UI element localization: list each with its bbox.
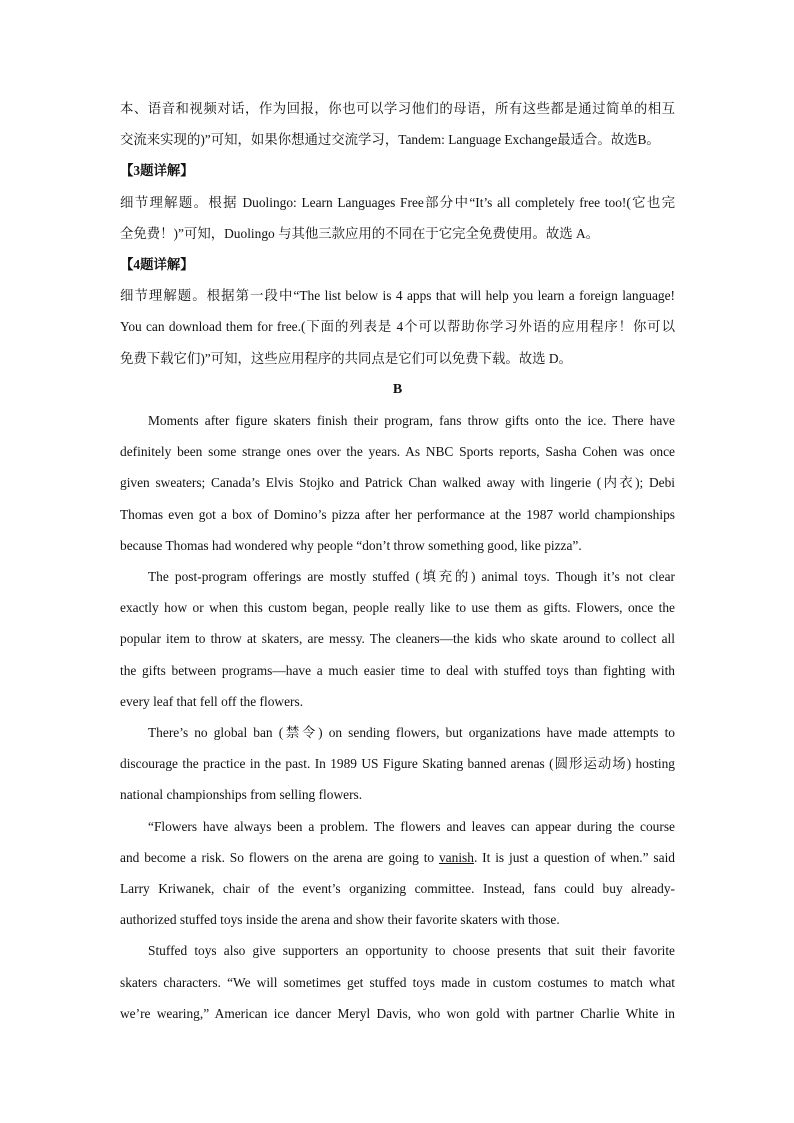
paragraph-text: . It is just a question of when.” said bbox=[473, 849, 675, 865]
underlined-word: vanish bbox=[438, 849, 474, 865]
paragraph-line: “Flowers have always been a problem. The flowers and leaves can appear during the course bbox=[148, 818, 675, 834]
answer-text-line: 细节理解题。根据第一段中“The list below is 4 apps that will help you learn a foreign language! bbox=[120, 288, 675, 304]
paragraph-line: popular item to throw at skaters, are messy. The cleaners—the kids who skate around to collect all bbox=[120, 631, 675, 647]
paragraph-line bbox=[120, 842, 675, 873]
answer-text-line: 本、语音和视频对话，作为回报，你也可以学习他们的母语，所有这些都是通过简单的相互 bbox=[120, 101, 675, 116]
question-4-heading: 【4题详解】 bbox=[120, 257, 194, 273]
answer-text-line: 免费下载它们)”可知，这些应用程序的共同点是它们可以免费下载。故选 D。 bbox=[120, 350, 572, 366]
paragraph-text: and become a risk. So flowers on the arena are going to bbox=[120, 849, 439, 865]
paragraph-line: discourage the practice in the past. In 1989 US Figure Skating banned arenas (圆形运动场) hosting bbox=[120, 756, 675, 772]
paragraph-line: every leaf that fell off the flowers. bbox=[120, 693, 304, 709]
answer-text-line: 交流来实现的)”可知，如果你想通过交流学习，Tandem: Language Exchange最适合。故选B。 bbox=[120, 132, 660, 148]
paragraph-line: definitely been some strange ones over the years. As NBC Sports reports, Sasha Cohen was once bbox=[120, 444, 675, 460]
paragraph-line: There’s no global ban (禁令) on sending flowers, but organizations have made attempts to bbox=[148, 725, 675, 741]
paragraph-line: national championships from selling flowers. bbox=[120, 787, 363, 803]
answer-text-line: You can download them for free.(下面的列表是 4个可以帮助你学习外语的应用程序！你可以 bbox=[120, 319, 675, 335]
paragraph-line: the gifts between programs—have a much easier time to deal with stuffed toys than fighting with bbox=[120, 662, 675, 678]
paragraph-line: Thomas even got a box of Domino’s pizza after her performance at the 1987 world championships bbox=[120, 506, 675, 522]
passage-paragraph-3 bbox=[120, 717, 675, 811]
answer-text-line: 细节理解题。根据 Duolingo: Learn Languages Free部分中“It’s all completely free too!(它也完 bbox=[120, 194, 675, 210]
passage-paragraph-4 bbox=[120, 811, 675, 936]
paragraph-line: Stuffed toys also give supporters an opportunity to choose presents that suit their favorite bbox=[148, 943, 675, 959]
paragraph-line: Moments after figure skaters finish their program, fans throw gifts onto the ice. There have bbox=[148, 413, 675, 429]
paragraph-line: because Thomas had wondered why people “don’t throw something good, like pizza”. bbox=[120, 537, 582, 553]
paragraph-line: The post-program offerings are mostly stuffed (填充的) animal toys. Though it’s not clear bbox=[148, 569, 675, 585]
passage-paragraph-1 bbox=[120, 405, 675, 561]
paragraph-line: skaters characters. “We will sometimes get stuffed toys made in custom costumes to match what bbox=[120, 974, 675, 990]
paragraph-line: we’re wearing,” American ice dancer Meryl Davis, who won gold with partner Charlie White in bbox=[120, 1005, 675, 1021]
document-page bbox=[120, 93, 675, 1029]
passage-paragraph-2 bbox=[120, 561, 675, 717]
passage-paragraph-5 bbox=[120, 935, 675, 1029]
paragraph-line: Larry Kriwanek, chair of the event’s organizing committee. Instead, fans could buy already- bbox=[120, 881, 675, 897]
paragraph-line: exactly how or when this custom began, people really like to use them as gifts. Flowers, once the bbox=[120, 600, 675, 616]
paragraph-line: given sweaters; Canada’s Elvis Stojko and Patrick Chan walked away with lingerie (内衣); Debi bbox=[120, 475, 675, 491]
question-3-heading: 【3题详解】 bbox=[120, 163, 194, 179]
section-title: B bbox=[392, 381, 403, 397]
answer-text-line: 全免费！)”可知，Duolingo 与其他三款应用的不同在于它完全免费使用。故选 A。 bbox=[120, 225, 600, 241]
paragraph-line: authorized stuffed toys inside the arena and show their favorite skaters with those. bbox=[120, 912, 560, 928]
